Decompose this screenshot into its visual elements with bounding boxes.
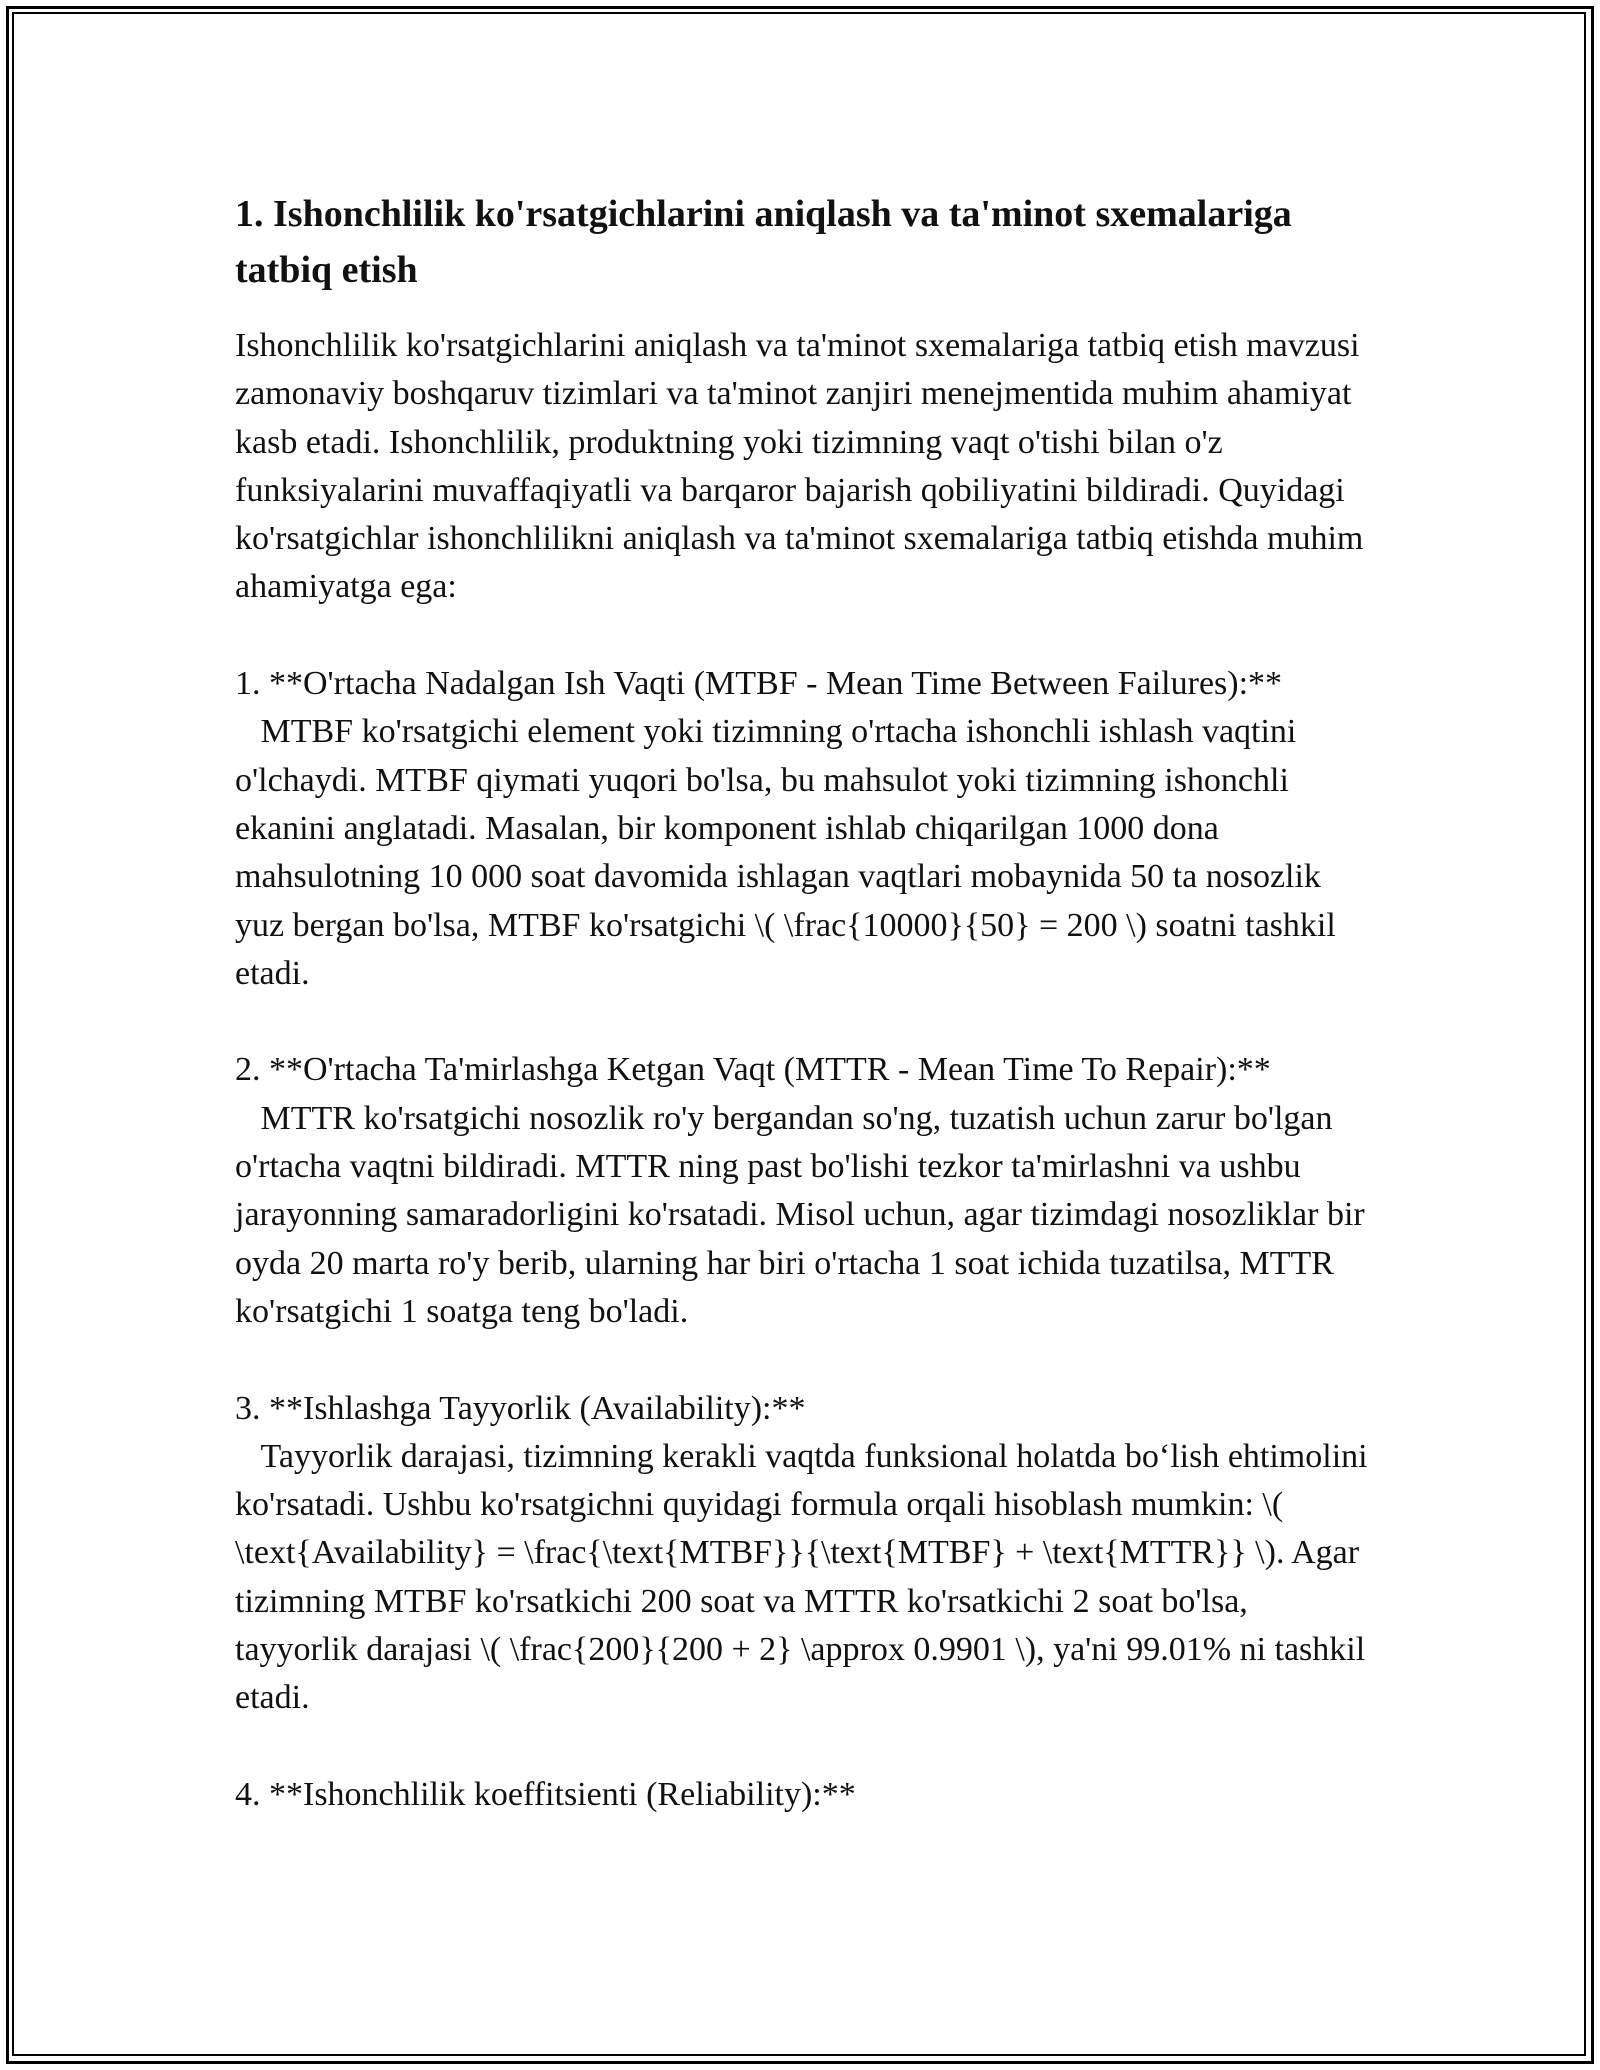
item-3-body: Tayyorlik darajasi, tizimning kerakli vaqtda funksional holatda bo‘lish ehtimolini ko'rsatadi. Ushbu ko'rsatgichni quyidagi formula orqali hisoblash mumkin: \( \text{Availability} = \frac{\text{MTBF}}{\text{MTBF} + \text{MTTR}} \). Agar tizimning MTBF ko'rsatkichi 200 soat va MTTR ko'rsatkichi 2 soat bo'lsa, tayyorlik darajasi \( \frac{200}{200 + 2} \approx 0.9901 \), ya'ni 99.01% ni tashkil etadi. bbox=[235, 1437, 1377, 1717]
item-3-title: 3. **Ishlashga Tayyorlik (Availability):** bbox=[235, 1389, 806, 1427]
item-2-title: 2. **O'rtacha Ta'mirlashga Ketgan Vaqt (MTTR - Mean Time To Repair):** bbox=[235, 1051, 1271, 1089]
body-text bbox=[235, 322, 1375, 1819]
item-1-title: 1. **O'rtacha Nadalgan Ish Vaqti (MTBF - Mean Time Between Failures):** bbox=[235, 665, 1283, 703]
item-2-body: MTTR ko'rsatgichi nosozlik ro'y bergandan so'ng, tuzatish uchun zarur bo'lgan o'rtacha vaqtni bildiradi. MTTR ning past bo'lishi tezkor ta'mirlashni va ushbu jarayonning samaradorligini ko'rsatadi. Misol uchun, agar tizimdagi nosozliklar bir oyda 20 marta ro'y berib, ularning har biri o'rtacha 1 soat ichida tuzatilsa, MTTR ko'rsatgichi 1 soatga teng bo'ladi. bbox=[235, 1099, 1374, 1330]
document-body bbox=[235, 186, 1375, 1819]
item-1-body: MTBF ko'rsatgichi element yoki tizimning o'rtacha ishonchli ishlash vaqtini o'lchaydi. MTBF qiymati yuqori bo'lsa, bu mahsulot yoki tizimning ishonchli ekanini anglatadi. Masalan, bir komponent ishlab chiqarilgan 1000 dona mahsulotning 10 000 soat davomida ishlagan vaqtlari mobaynida 50 ta nosozlik yuz bergan bo'lsa, MTBF ko'rsatgichi \( \frac{10000}{50} = 200 \) soatni tashkil etadi. bbox=[235, 713, 1345, 992]
item-4-title: 4. **Ishonchlilik koeffitsienti (Reliability):** bbox=[235, 1775, 856, 1813]
section-heading: 1. Ishonchlilik ko'rsatgichlarini aniqlash va ta'minot sxemalariga tatbiq etish bbox=[235, 193, 1292, 291]
intro-paragraph: Ishonchlilik ko'rsatgichlarini aniqlash va ta'minot sxemalariga tatbiq etish mavzusi zamonaviy boshqaruv tizimlari va ta'minot zanjiri menejmentida muhim ahamiyat kasb etadi. Ishonchlilik, produktning yoki tizimning vaqt o'tishi bilan o'z funksiyalarini muvaffaqiyatli va barqaror bajarish qobiliyatini bildiradi. Quyidagi ko'rsatgichlar ishonchlilikni aniqlash va ta'minot sxemalariga tatbiq etishda muhim ahamiyatga ega: bbox=[235, 327, 1372, 606]
